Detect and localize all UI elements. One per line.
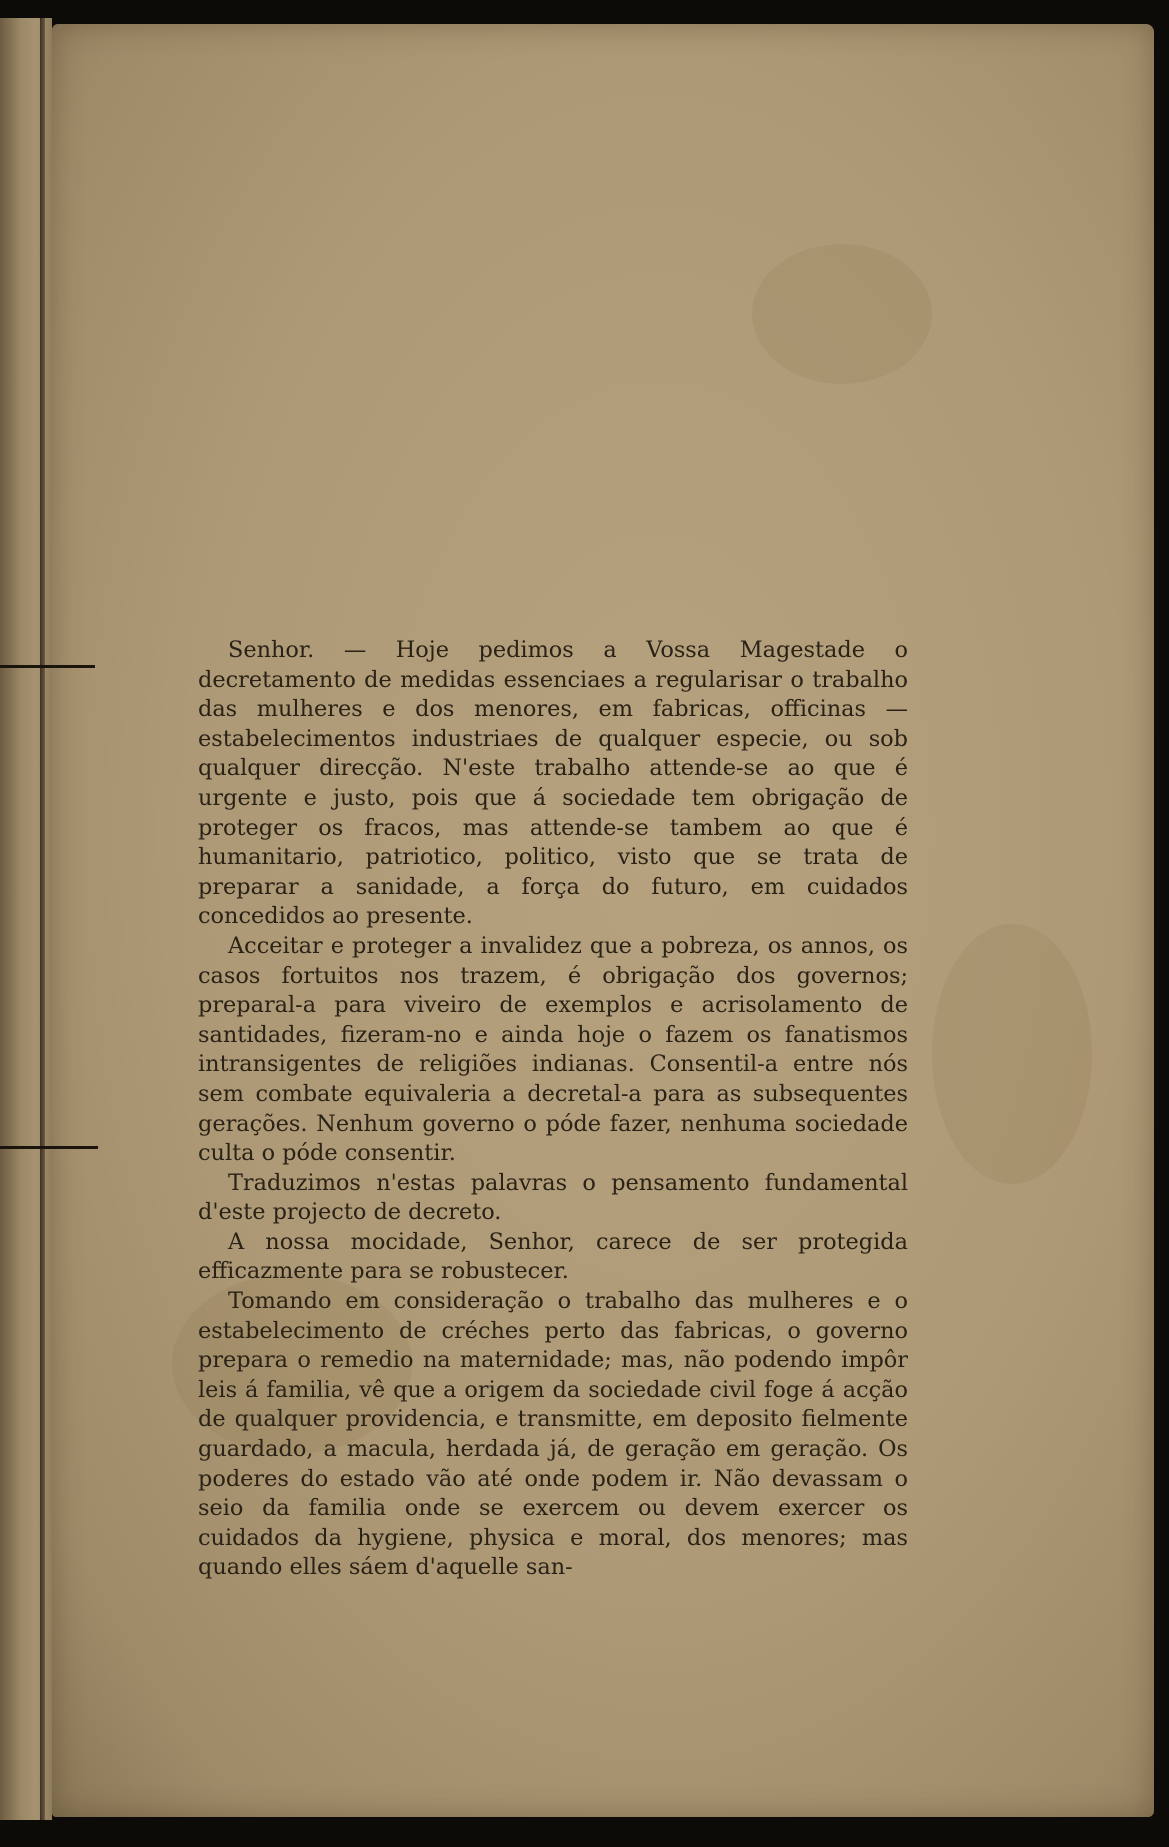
body-text xyxy=(198,636,908,1583)
paragraph: Acceitar e proteger a invalidez que a pobreza, os annos, os casos fortuitos nos trazem, é obrigação dos governos; preparal-a para viveiro de exemplos e acrisolamento de santidades, fizeram-no e ainda hoje o fazem os fanatismos intransigentes de religiões indianas. Consentil-a entre nós sem combate equivaleria a decretal-a para as subsequentes gerações. Nenhum governo o póde fazer, nenhuma sociedade culta o póde consentir. xyxy=(198,932,908,1167)
paragraph: Traduzimos n'estas palavras o pensamento fundamental d'este projecto de decreto. xyxy=(198,1169,908,1226)
binding-thread-mark xyxy=(0,1146,98,1149)
paragraph: Tomando em consideração o trabalho das mulheres e o estabelecimento de créches perto das fabricas, o governo prepara o remedio na maternidade; mas, não podendo impôr leis á familia, vê que a origem da sociedade civil foge á acção de qualquer providencia, e transmitte, em deposito fielmente guardado, a macula, herdada já, de geração em geração. Os poderes do estado vão até onde podem ir. Não devassam o seio da familia onde se exercem ou devem exercer os cuidados da hygiene, physica e moral, dos menores; mas quando elles sáem d'aquelle san- xyxy=(198,1288,908,1581)
paragraph: A nossa mocidade, Senhor, carece de ser protegida efficazmente para se robustecer. xyxy=(198,1228,908,1285)
binding-fold xyxy=(40,18,45,1820)
paper-stain xyxy=(752,244,932,384)
paragraph: Senhor. — Hoje pedimos a Vossa Magestade o decretamento de medidas essenciaes a regularisar o trabalho das mulheres e dos menores, em fabricas, officinas — estabelecimentos industriaes de qualquer especie, ou sob qualquer direcção. N'este trabalho attende-se ao que é urgente e justo, pois que á sociedade tem obrigação de proteger os fracos, mas attende-se tambem ao que é humanitario, patriotico, politico, visto que se trata de preparar a sanidade, a força do futuro, em cuidados concedidos ao presente. xyxy=(198,637,908,930)
paper-stain xyxy=(932,924,1092,1184)
binding-edge xyxy=(0,18,52,1820)
binding-thread-mark xyxy=(0,665,95,668)
